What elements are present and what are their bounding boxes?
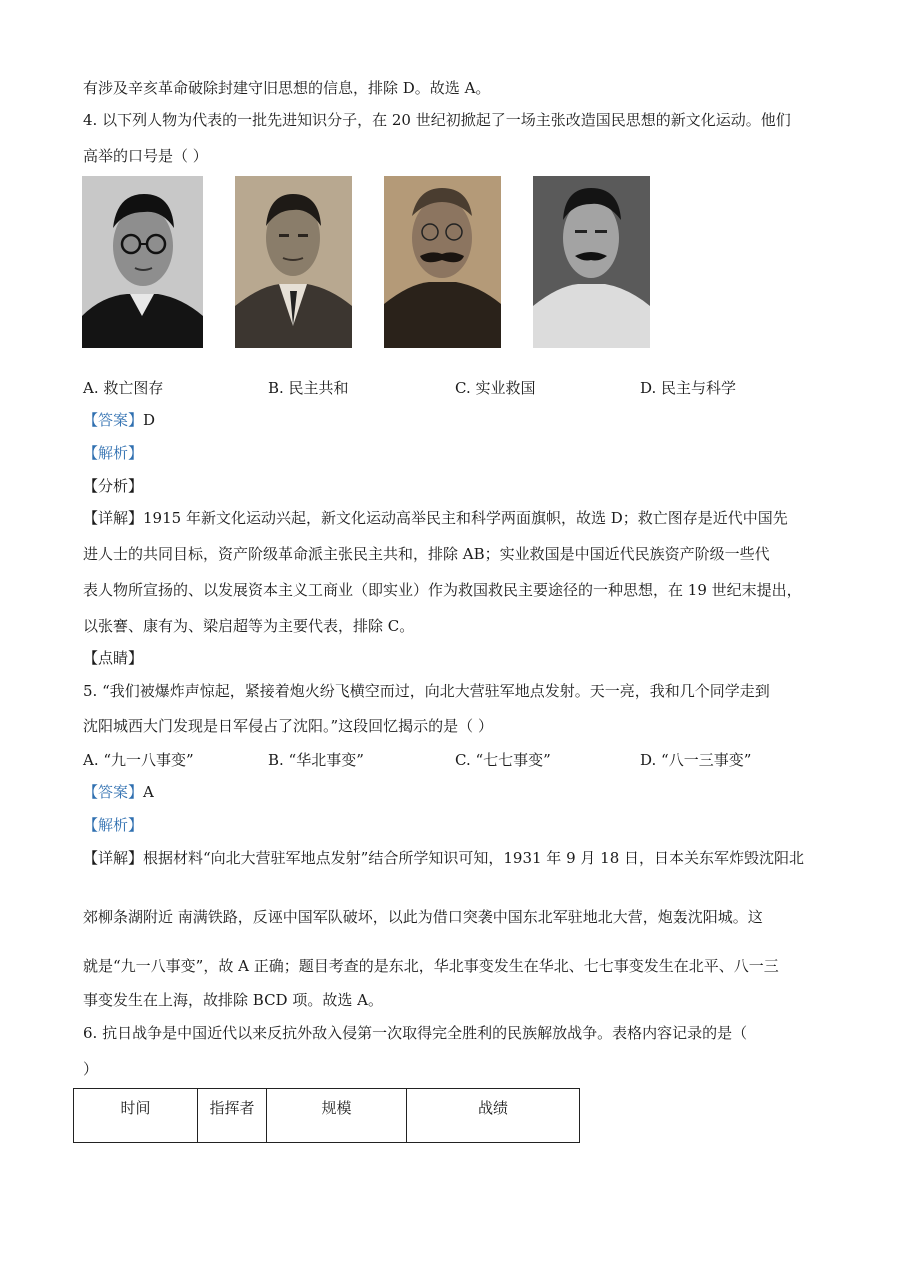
q5-detail-line-3: 就是“九一八事变”，故 A 正确；题目考查的是东北，华北事变发生在华北、七七事变发生在北平、八一三 xyxy=(83,957,779,975)
q5-detail-line-4: 事变发生在上海，故排除 BCD 项。故选 A。 xyxy=(83,991,383,1009)
q4-fenxi-tag: 【分析】 xyxy=(83,477,144,495)
q5-option-a: A. “九一八事变” xyxy=(83,751,194,769)
answer-tag: 【答案】 xyxy=(83,411,144,429)
q4-detail-line-3: 表人物所宣扬的、以发展资本主义工商业（即实业）作为救国救民主要途径的一种思想，在 19 世纪末提出， xyxy=(83,581,802,599)
q4-option-d: D. 民主与科学 xyxy=(640,379,737,397)
q5-analysis-tag: 【解析】 xyxy=(83,816,144,834)
q5-detail-line-1 xyxy=(83,848,804,868)
detail-text: 根据材料“向北大营驻军地点发射”结合所学知识可知，1931 年 9 月 18 日，日本关东军炸毁沈阳北 xyxy=(143,849,805,867)
question-4-stem-cont: 高举的口号是（ ） xyxy=(83,147,208,165)
q5-option-b: B. “华北事变” xyxy=(268,751,364,769)
q4-option-c: C. 实业救国 xyxy=(455,379,536,397)
text-line: 有涉及辛亥革命破除封建守旧思想的信息，排除 D。故选 A。 xyxy=(83,79,491,97)
answer-value: A xyxy=(143,783,154,801)
q5-option-c: C. “七七事变” xyxy=(455,751,551,769)
table-header-cell: 战绩 xyxy=(407,1089,580,1143)
q5-option-d: D. “八一三事变” xyxy=(640,751,752,769)
q4-detail-line-1 xyxy=(83,508,788,528)
table-header-cell: 指挥者 xyxy=(198,1089,267,1143)
answer-tag: 【答案】 xyxy=(83,783,144,801)
detail-tag: 【详解】 xyxy=(83,509,144,527)
q6-table xyxy=(73,1088,580,1143)
q5-detail-line-2: 郊柳条湖附近 南满铁路，反诬中国军队破坏，以此为借口突袭中国东北军驻地北大营，炮轰沈阳城。这 xyxy=(83,908,763,926)
q4-option-b: B. 民主共和 xyxy=(268,379,349,397)
question-5-stem: 5. “我们被爆炸声惊起，紧接着炮火纷飞横空而过，向北大营驻军地点发射。天一亮，我和几个同学走到 xyxy=(83,682,770,700)
q4-detail-line-2: 进人士的共同目标，资产阶级革命派主张民主共和，排除 AB；实业救国是中国近代民族资产阶级一些代 xyxy=(83,545,770,563)
table-header-cell: 时间 xyxy=(74,1089,198,1143)
q4-analysis-tag: 【解析】 xyxy=(83,444,144,462)
portrait-photo-3 xyxy=(384,176,501,348)
answer-value: D xyxy=(143,411,156,429)
question-4-stem: 4. 以下列人物为代表的一批先进知识分子，在 20 世纪初掀起了一场主张改造国民思想的新文化运动。他们 xyxy=(83,111,791,129)
table-header-row xyxy=(74,1089,580,1143)
question-5-stem-cont: 沈阳城西大门发现是日军侵占了沈阳。”这段回忆揭示的是（ ） xyxy=(83,717,493,735)
q4-option-a: A. 救亡图存 xyxy=(83,379,164,397)
portrait-photo-2 xyxy=(235,176,352,348)
q4-detail-line-4: 以张謇、康有为、梁启超等为主要代表，排除 C。 xyxy=(83,617,415,635)
q4-dianjing-tag: 【点睛】 xyxy=(83,649,144,667)
question-6-stem-cont: ） xyxy=(83,1060,99,1078)
table-header-cell: 规模 xyxy=(267,1089,407,1143)
question-6-stem: 6. 抗日战争是中国近代以来反抗外敌入侵第一次取得完全胜利的民族解放战争。表格内容记录的是（ xyxy=(83,1024,748,1042)
detail-tag: 【详解】 xyxy=(83,849,144,867)
q4-answer xyxy=(83,410,155,430)
portrait-photo-1 xyxy=(82,176,203,348)
portrait-photo-4 xyxy=(533,176,650,348)
q5-answer xyxy=(83,782,154,802)
detail-text: 1915 年新文化运动兴起，新文化运动高举民主和科学两面旗帜，故选 D；救亡图存是近代中国先 xyxy=(143,509,788,527)
